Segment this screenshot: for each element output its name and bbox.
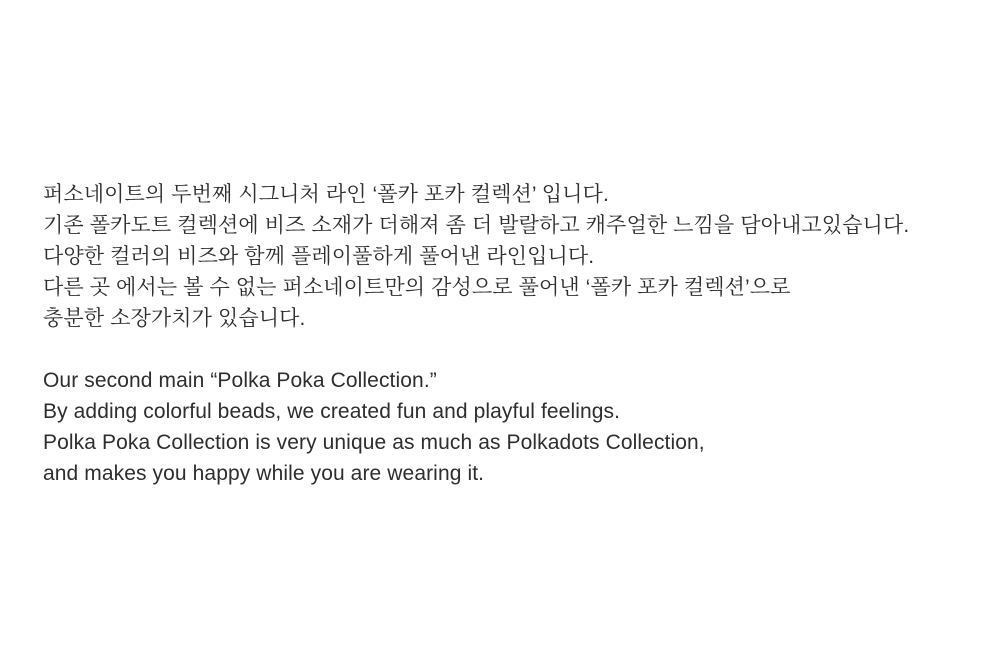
english-description-paragraph [43, 365, 909, 489]
text-line: and makes you happy while you are wearing it. [43, 462, 485, 485]
text-line: 퍼소네이트의 두번째 시그니처 라인 ‘폴카 포카 컬렉션’ 입니다. [43, 183, 609, 206]
text-line: By adding colorful beads, we created fun and playful feelings. [43, 400, 621, 423]
text-line: 다른 곳 에서는 볼 수 없는 퍼소네이트만의 감성으로 풀어낸 ‘폴카 포카 컬렉션’으로 [43, 276, 791, 299]
text-line: 다양한 컬러의 비즈와 함께 플레이풀하게 풀어낸 라인입니다. [43, 245, 595, 268]
text-line: Polka Poka Collection is very unique as much as Polkadots Collection, [43, 431, 705, 454]
text-line: Our second main “Polka Poka Collection.” [43, 369, 437, 392]
korean-description-paragraph [43, 179, 909, 334]
text-line: 기존 폴카도트 컬렉션에 비즈 소재가 더해져 좀 더 발랄하고 캐주얼한 느낌을 담아내고있습니다. [43, 214, 910, 237]
product-description-text [43, 179, 909, 489]
text-line: 충분한 소장가치가 있습니다. [43, 307, 306, 330]
